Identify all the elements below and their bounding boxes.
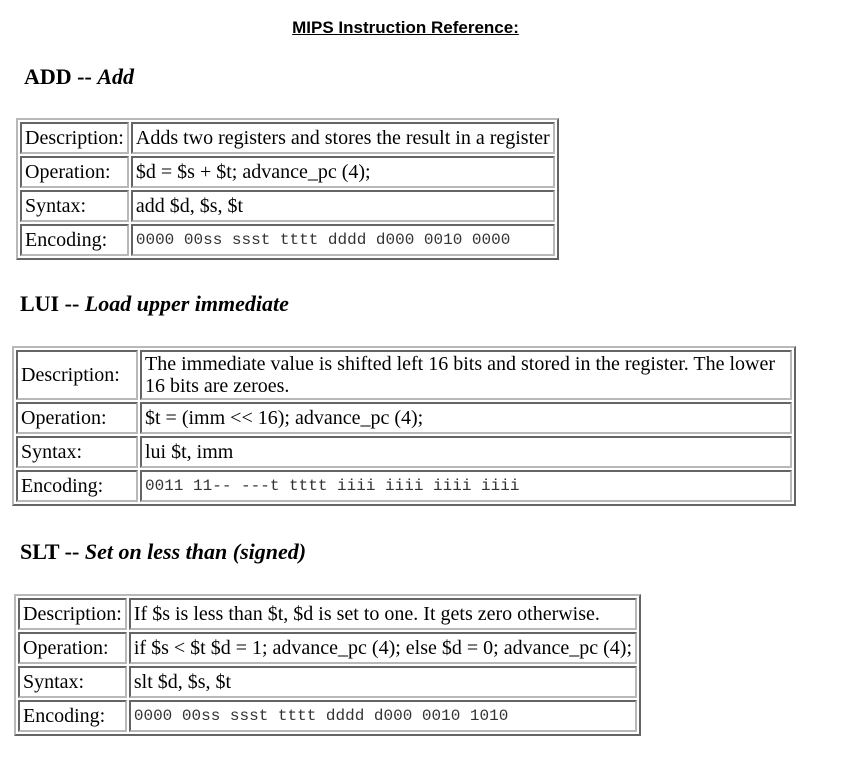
syntax-value: slt $d, $s, $t [129,666,637,698]
mnemonic: SLT [20,539,60,564]
syntax-label: Syntax: [18,666,127,698]
table-row [20,224,555,256]
encoding-value: 0000 00ss ssst tttt dddd d000 0010 0000 [131,224,555,256]
encoding-label: Encoding: [20,224,129,256]
table-row [18,666,637,698]
encoding-label: Encoding: [16,470,138,502]
syntax-value: lui $t, imm [140,436,792,468]
description-label: Description: [18,598,127,630]
table-row [16,470,792,502]
encoding-value: 0000 00ss ssst tttt dddd d000 0010 1010 [129,700,637,732]
description-value: Adds two registers and stores the result in a register [131,122,555,154]
full-name: Set on less than (signed) [84,539,307,564]
syntax-value: add $d, $s, $t [131,190,555,222]
operation-label: Operation: [18,632,127,664]
separator: -- [77,64,92,89]
instruction-table-lui [12,346,796,506]
operation-value: $t = (imm << 16); advance_pc (4); [140,402,792,434]
mnemonic: ADD [24,64,72,89]
encoding-label: Encoding: [18,700,127,732]
description-label: Description: [16,350,138,400]
description-value: The immediate value is shifted left 16 bits and stored in the register. The lower 16 bits are zeroes. [140,350,792,400]
separator: -- [64,291,80,316]
instruction-table-add [16,118,559,260]
mnemonic: LUI [20,291,60,316]
syntax-label: Syntax: [16,436,138,468]
encoding-value: 0011 11-- ---t tttt iiii iiii iiii iiii [140,470,792,502]
table-row [18,700,637,732]
description-label: Description: [20,122,129,154]
table-row [18,598,637,630]
operation-label: Operation: [16,402,138,434]
table-row [16,436,792,468]
separator: -- [64,539,80,564]
table-row [20,190,555,222]
instruction-heading-lui [20,291,289,317]
operation-value: $d = $s + $t; advance_pc (4); [131,156,555,188]
instruction-heading-add [24,64,134,90]
table-row [20,122,555,154]
table-row [18,632,637,664]
operation-value: if $s < $t $d = 1; advance_pc (4); else $d = 0; advance_pc (4); [129,632,637,664]
operation-label: Operation: [20,156,129,188]
description-value: If $s is less than $t, $d is set to one. It gets zero otherwise. [129,598,637,630]
table-row [20,156,555,188]
table-row [16,402,792,434]
syntax-label: Syntax: [20,190,129,222]
instruction-heading-slt [20,539,306,565]
full-name: Add [97,64,135,89]
full-name: Load upper immediate [84,291,289,316]
table-row [16,350,792,400]
page-title: MIPS Instruction Reference: [292,18,519,37]
instruction-table-slt [14,594,641,736]
